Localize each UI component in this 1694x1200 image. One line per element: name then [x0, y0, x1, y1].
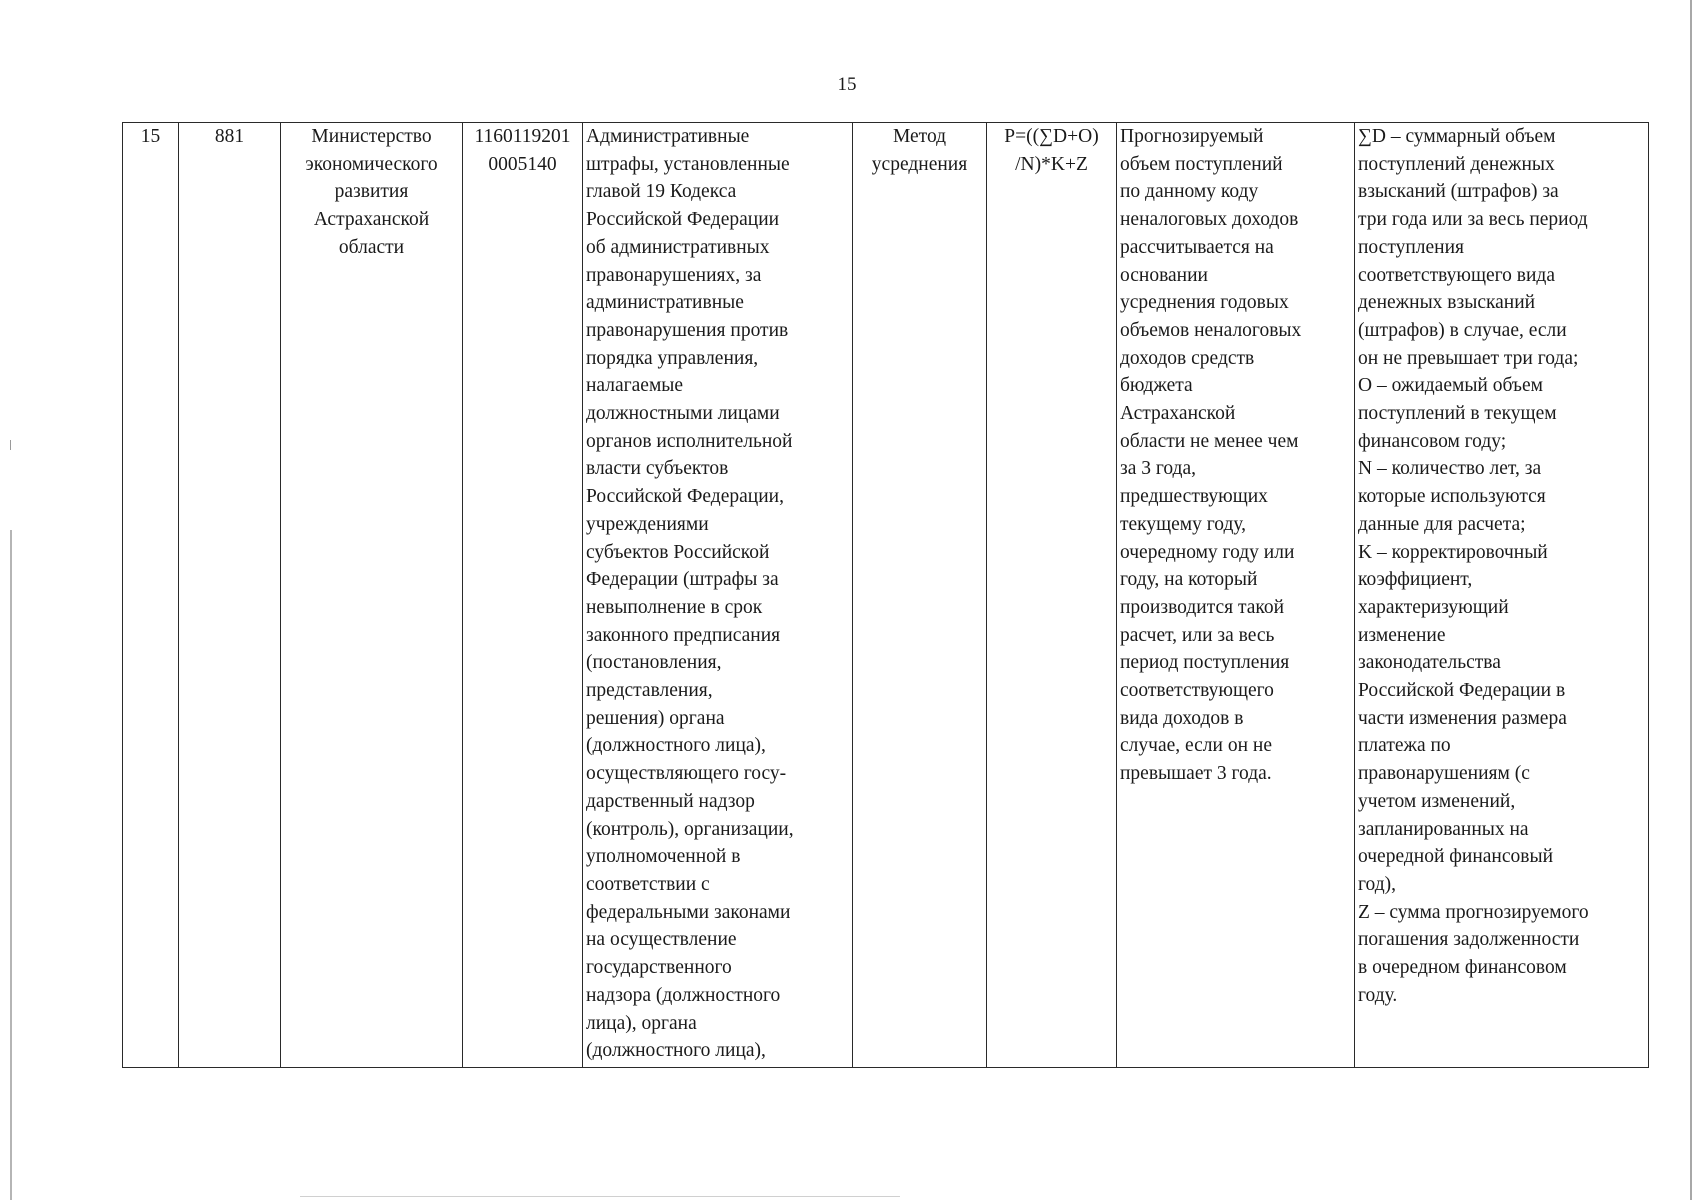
forecast-method: Метод усреднения	[871, 126, 968, 175]
revenue-description: Административные штрафы, установленные главой 19 Кодекса Российской Федерации об административных правонарушениях, за административные правонарушения против порядка управления, налагаемые должностными лицами органов исполнительной власти субъектов Российской Федерации, учреждениями субъектов Российской Федерации (штрафы за невыполнение в срок законного предписания (постановления, представления, решения) органа (должностного лица), осуществляющего госу- дарственный надзор (контроль), организации, уполномоченной в соответствии с федеральными законами на осуществление государственного надзора (должностного лица), органа (должностного лица),	[586, 126, 794, 1062]
description-cell	[583, 123, 853, 1068]
scan-edge-mark	[10, 530, 12, 1200]
page-number: 15	[837, 74, 857, 95]
ministry-cell	[281, 123, 463, 1068]
admin-code: 881	[214, 126, 245, 147]
admin-code-cell	[179, 123, 281, 1068]
variables-cell	[1355, 123, 1649, 1068]
scan-edge-mark	[1690, 0, 1692, 1200]
method-explanation: Прогнозируемый объем поступлений по данному коду неналоговых доходов рассчитывается на основании усреднения годовых объемов неналоговых доходов средств бюджета Астраханской области не менее чем за 3 года, предшествующих текущему году, очередному году или году, на который производится такой расчет, или за весь период поступления соответствующего вида доходов в случае, если он не превышает 3 года.	[1120, 126, 1302, 785]
row-index-cell	[123, 123, 179, 1068]
scan-edge-mark	[300, 1196, 900, 1197]
scan-edge-mark	[10, 440, 11, 450]
method-cell	[853, 123, 987, 1068]
ministry-name: Министерство экономического развития Астраханской области	[305, 126, 438, 258]
formula-variables: ∑D – суммарный объем поступлений денежных взысканий (штрафов) за три года или за весь период поступления соответствующего вида денежных взысканий (штрафов) в случае, если он не превышает три года; O – ожидаемый объем поступлений в текущем финансовом году; N – количество лет, за которые используются данные для расчета; K – корректировочный коэффициент, характеризующий изменение законодательства Российской Федерации в части изменения размера платежа по правонарушениям (с учетом изменений, запланированных на очередной финансовый год), Z – сумма прогнозируемого погашения задолженности в очередном финансовом году.	[1358, 126, 1589, 1006]
revenue-forecast-table	[122, 122, 1649, 1068]
explanation-cell	[1117, 123, 1355, 1068]
table-row	[123, 123, 1649, 1068]
row-index: 15	[140, 126, 161, 147]
forecast-formula: P=((∑D+O) /N)*K+Z	[1004, 126, 1099, 175]
formula-cell	[987, 123, 1117, 1068]
kbk-code: 1160119201 0005140	[474, 126, 571, 175]
kbk-cell	[463, 123, 583, 1068]
